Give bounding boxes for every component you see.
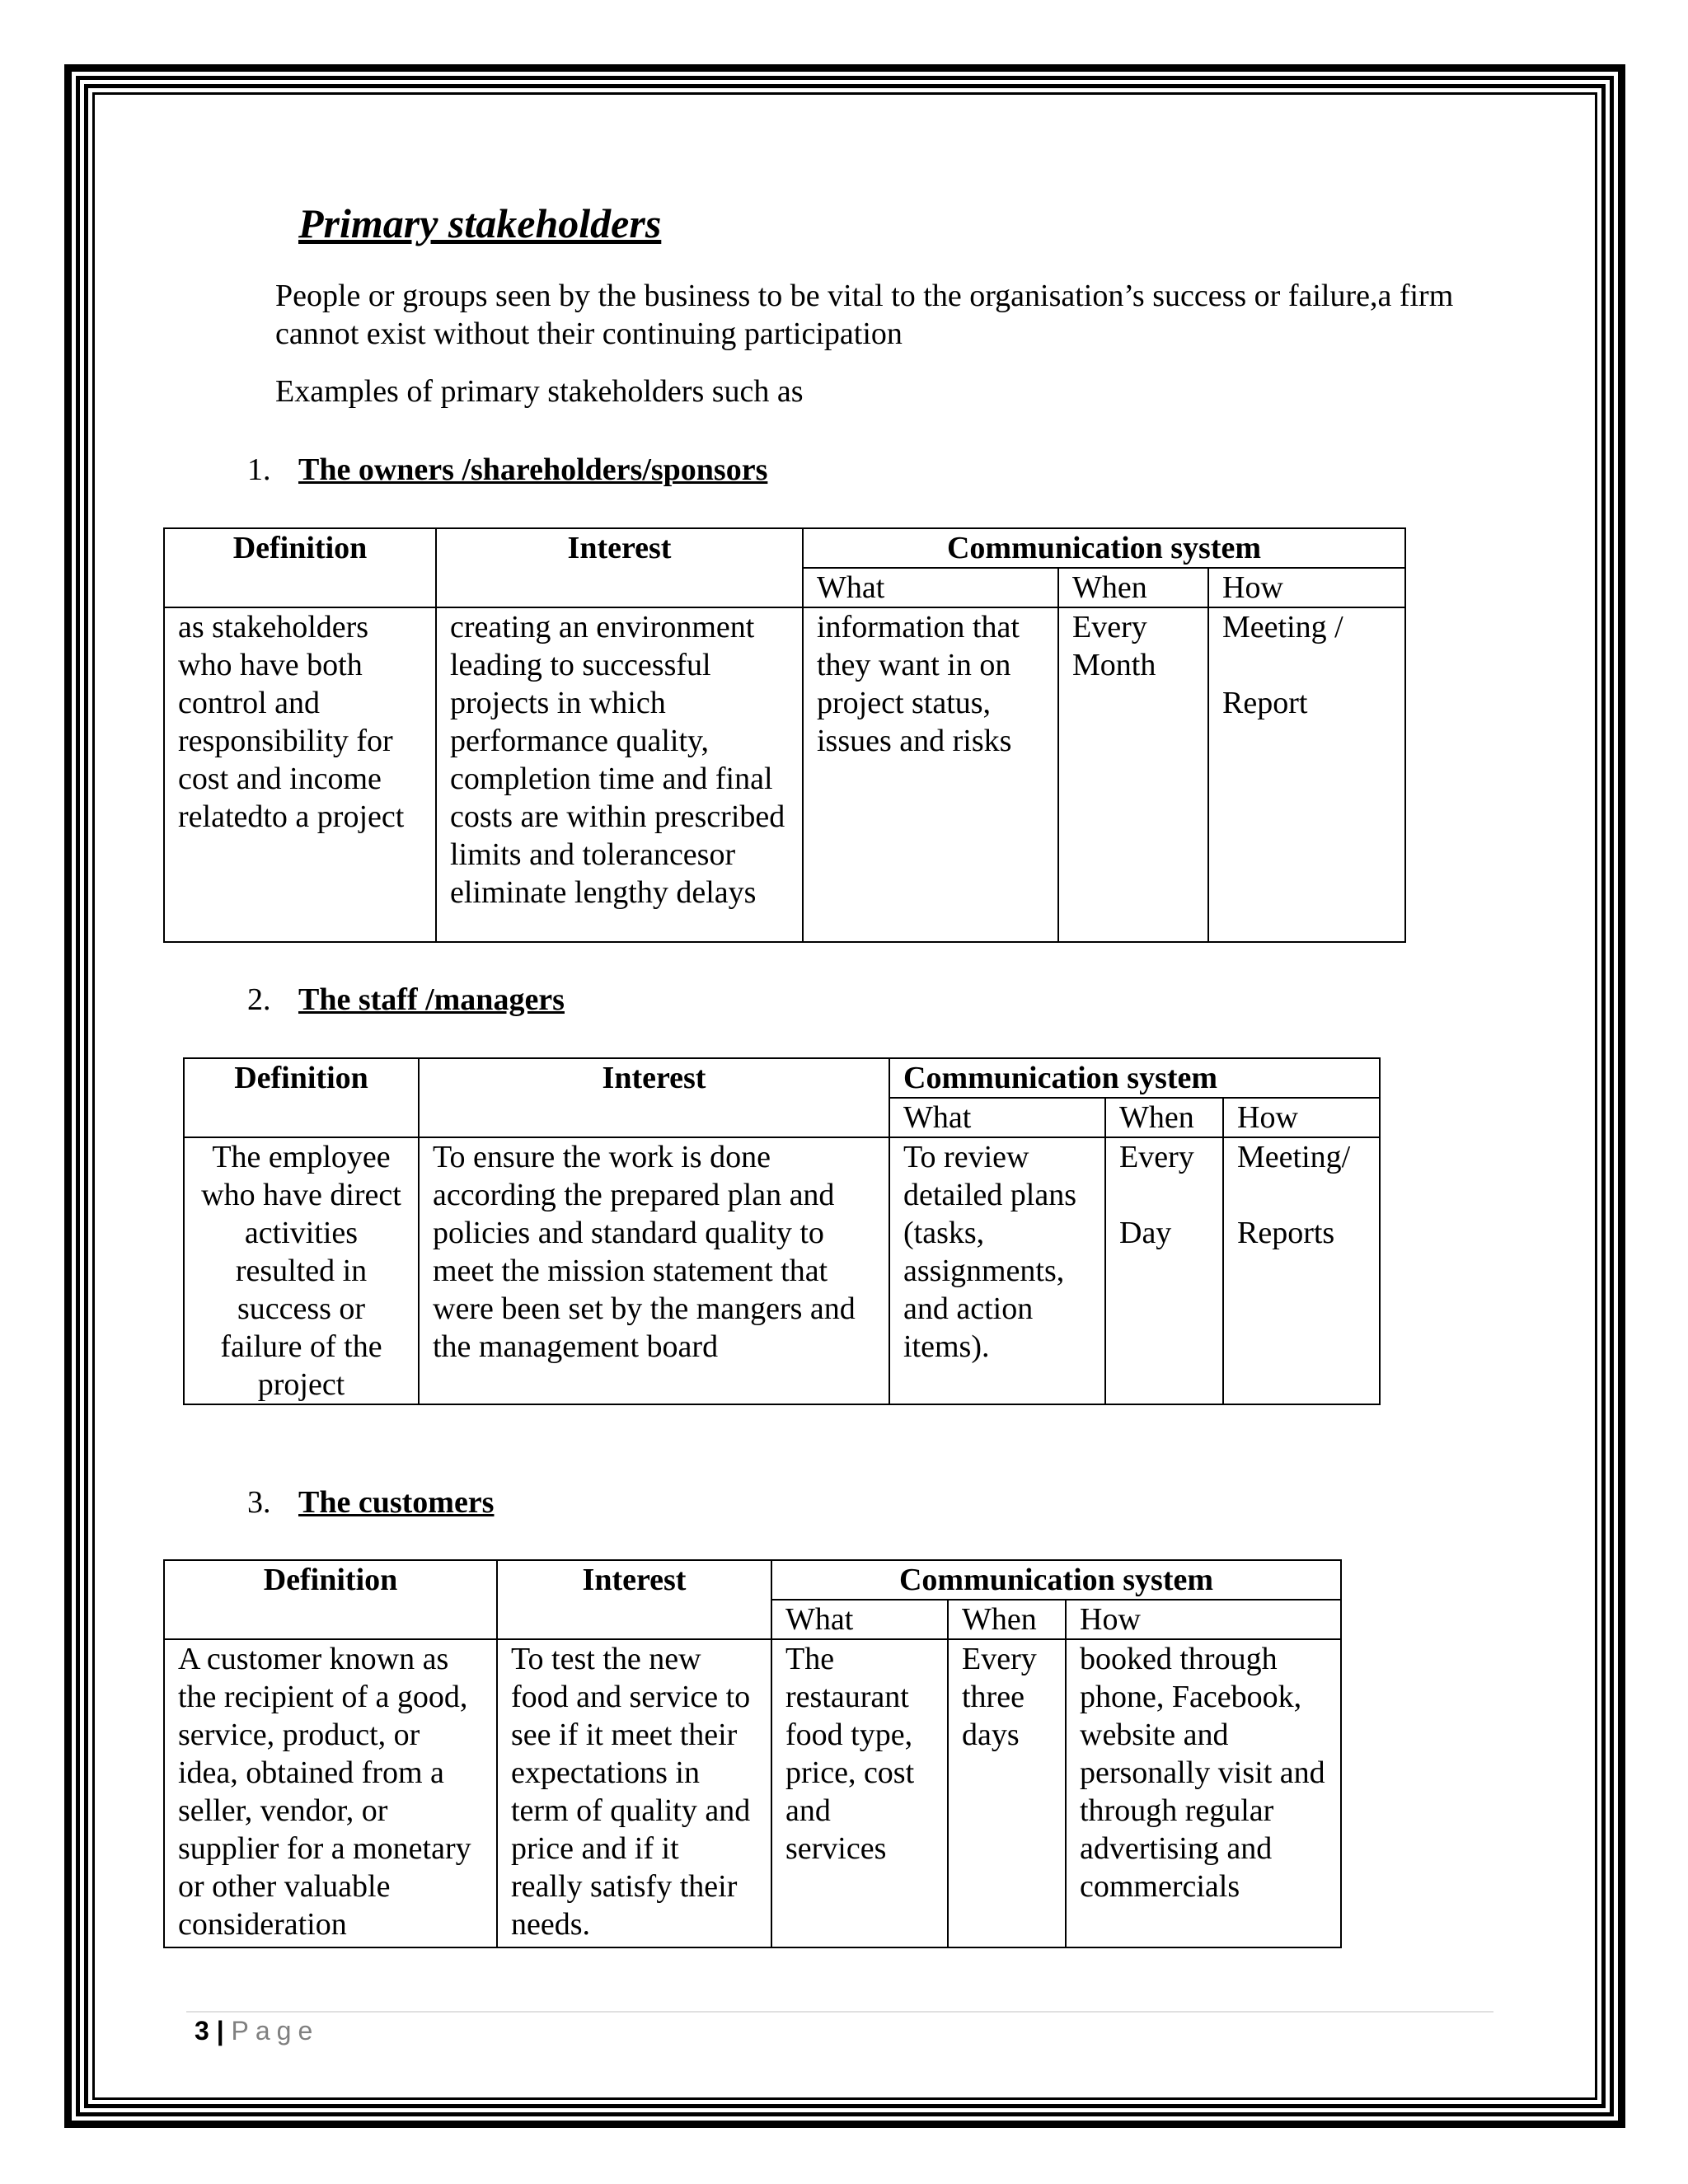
- definition-header: Definition: [164, 528, 436, 607]
- section-number: 3.: [247, 1485, 271, 1520]
- what-header: What: [771, 1600, 948, 1639]
- footer-divider: [186, 2011, 1493, 2013]
- definition-header: Definition: [164, 1560, 497, 1639]
- interest-header: Interest: [497, 1560, 771, 1639]
- interest-header: Interest: [419, 1058, 889, 1137]
- page-number: 3: [195, 2016, 209, 2046]
- definition-cell: A customer known as the recipient of a good, service, product, or idea, obtained from a seller, vendor, or supplier for a monetary or other valuable consideration: [164, 1639, 497, 1947]
- section-heading: [247, 981, 565, 1019]
- page-title: Primary stakeholders: [298, 200, 662, 246]
- section-heading: [247, 1483, 494, 1521]
- page-label: Page: [231, 2016, 320, 2046]
- interest-cell: To ensure the work is done according the prepared plan and policies and standard quality to meet the mission statement that were been set by the mangers and the management board: [419, 1137, 889, 1404]
- stakeholder-table-staff: [183, 1057, 1381, 1405]
- what-header: What: [803, 568, 1058, 607]
- when-cell: Every Day: [1105, 1137, 1223, 1404]
- what-cell: The restaurant food type, price, cost and services: [771, 1639, 948, 1947]
- definition-header: Definition: [184, 1058, 419, 1137]
- when-header: When: [1105, 1098, 1223, 1137]
- section-title: The owners /shareholders/sponsors: [298, 452, 768, 487]
- communication-header: Communication system: [889, 1058, 1380, 1098]
- what-cell: To review detailed plans (tasks, assignments, and action items).: [889, 1137, 1105, 1404]
- section-title: The staff /managers: [298, 982, 565, 1017]
- definition-cell: as stakeholders who have both control and responsibility for cost and income relatedto a project: [164, 607, 436, 942]
- how-cell: Meeting / Report: [1208, 607, 1405, 942]
- section-title: The customers: [298, 1485, 495, 1520]
- how-cell: Meeting/ Reports: [1223, 1137, 1380, 1404]
- interest-cell: creating an environment leading to successful projects in which performance quality, completion time and final costs are within prescribed limits and tolerancesor eliminate lengthy delays: [436, 607, 803, 942]
- when-header: When: [1058, 568, 1208, 607]
- when-header: When: [948, 1600, 1066, 1639]
- what-cell: information that they want in on project status, issues and risks: [803, 607, 1058, 942]
- what-header: What: [889, 1098, 1105, 1137]
- when-cell: Every three days: [948, 1639, 1066, 1947]
- footer-separator: |: [216, 2016, 224, 2046]
- how-header: How: [1223, 1098, 1380, 1137]
- section-number: 2.: [247, 982, 271, 1017]
- page-footer: [195, 2016, 319, 2046]
- interest-header: Interest: [436, 528, 803, 607]
- how-cell: booked through phone, Facebook, website and personally visit and through regular advertising and commercials: [1066, 1639, 1341, 1947]
- section-number: 1.: [247, 452, 271, 487]
- stakeholder-table-customers: [163, 1559, 1342, 1948]
- definition-cell: The employee who have direct activities resulted in success or failure of the project: [184, 1137, 419, 1404]
- interest-cell: To test the new food and service to see if it meet their expectations in term of quality and price and if it really satisfy their needs.: [497, 1639, 771, 1947]
- communication-header: Communication system: [803, 528, 1405, 568]
- examples-intro: Examples of primary stakeholders such as: [275, 374, 804, 409]
- section-heading: [247, 451, 767, 489]
- stakeholder-table-owners: [163, 527, 1406, 943]
- when-cell: Every Month: [1058, 607, 1208, 942]
- intro-paragraph: People or groups seen by the business to be vital to the organisation’s success or failure,a firm cannot exist without their continuing participation: [275, 279, 1454, 351]
- how-header: How: [1066, 1600, 1341, 1639]
- communication-header: Communication system: [771, 1560, 1341, 1600]
- how-header: How: [1208, 568, 1405, 607]
